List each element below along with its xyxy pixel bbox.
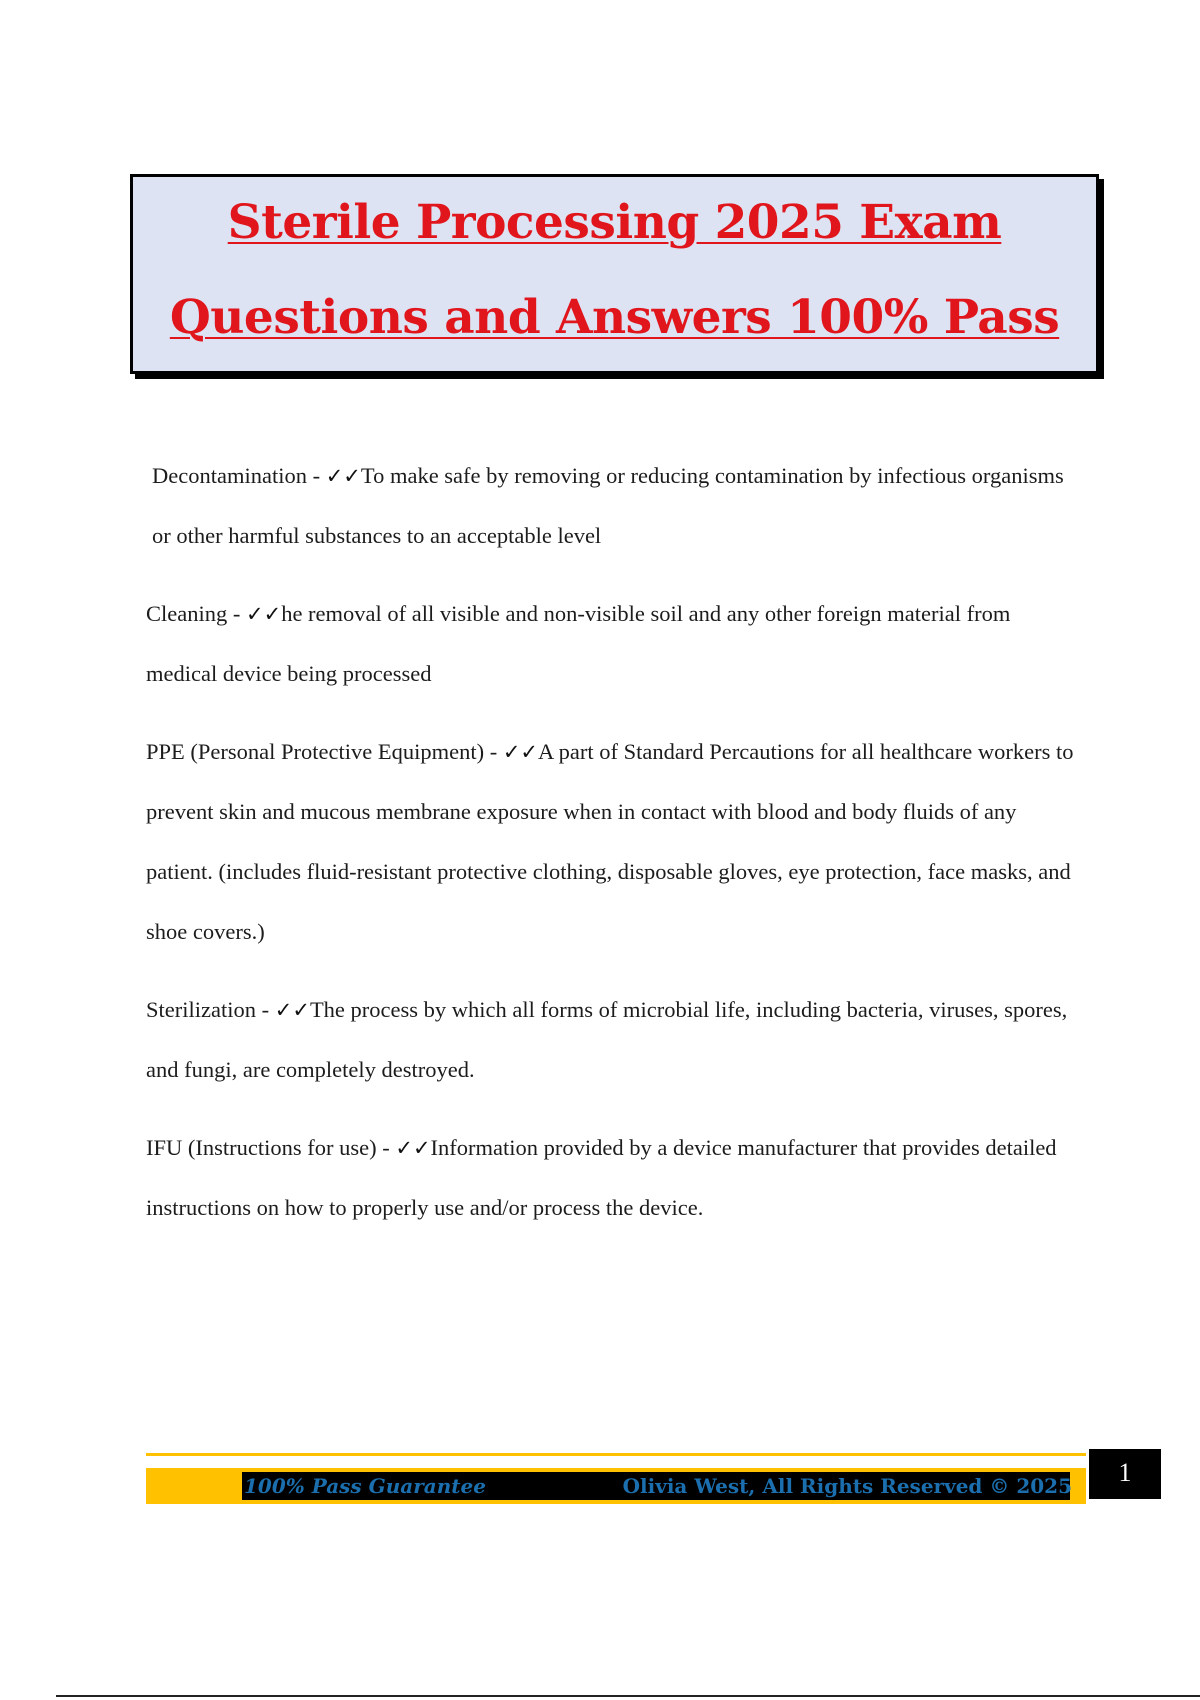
- checkmark-icon: ✓✓: [395, 1136, 431, 1160]
- qa-definition: To make safe by removing or reducing contamination by infectious organisms or other harmful substances to an acceptable level: [152, 463, 1064, 548]
- qa-definition: he removal of all visible and non-visible soil and any other foreign material from medical device being processed: [146, 601, 1011, 686]
- page-number: 1: [1089, 1449, 1161, 1499]
- title-line-1: Sterile Processing 2025 Exam: [227, 195, 1002, 250]
- qa-separator: -: [484, 739, 503, 764]
- qa-definition: A part of Standard Percautions for all healthcare workers to prevent skin and mucous membrane exposure when in contact with blood and body fluids of any patient. (includes fluid-resistant protective clothing, disposable gloves, eye protection, face masks, and shoe covers.): [146, 739, 1074, 944]
- qa-term: PPE (Personal Protective Equipment): [146, 739, 485, 764]
- title-box: [130, 174, 1099, 374]
- title-line-2: Questions and Answers 100% Pass: [169, 290, 1060, 345]
- checkmark-icon: ✓✓: [325, 464, 361, 488]
- qa-list: [146, 446, 1086, 1238]
- qa-term: Cleaning: [146, 601, 228, 626]
- qa-item: [146, 722, 1086, 962]
- qa-item: [146, 446, 1086, 566]
- qa-term: IFU (Instructions for use): [146, 1135, 377, 1160]
- qa-term: Decontamination: [152, 463, 307, 488]
- checkmark-icon: ✓✓: [502, 740, 539, 764]
- qa-definition: Information provided by a device manufacturer that provides detailed instructions on how to properly use and/or process the device.: [146, 1135, 1057, 1220]
- footer-divider: [146, 1453, 1086, 1456]
- qa-separator: -: [306, 463, 326, 488]
- qa-term: Sterilization: [146, 997, 256, 1022]
- qa-item: [146, 584, 1086, 704]
- qa-separator: -: [376, 1135, 396, 1160]
- qa-separator: -: [255, 997, 275, 1022]
- footer-guarantee-text: 100% Pass Guarantee: [244, 1474, 486, 1498]
- footer-copyright-text: Olivia West, All Rights Reserved © 2025: [622, 1474, 1072, 1498]
- qa-separator: -: [227, 601, 246, 626]
- qa-definition: The process by which all forms of microbial life, including bacteria, viruses, spores, and fungi, are completely destroyed.: [146, 997, 1068, 1082]
- checkmark-icon: ✓✓: [245, 602, 282, 626]
- page-bottom-rule: [56, 1695, 1200, 1697]
- qa-item: [146, 1118, 1086, 1238]
- checkmark-icon: ✓✓: [274, 998, 310, 1022]
- qa-item: [146, 980, 1086, 1100]
